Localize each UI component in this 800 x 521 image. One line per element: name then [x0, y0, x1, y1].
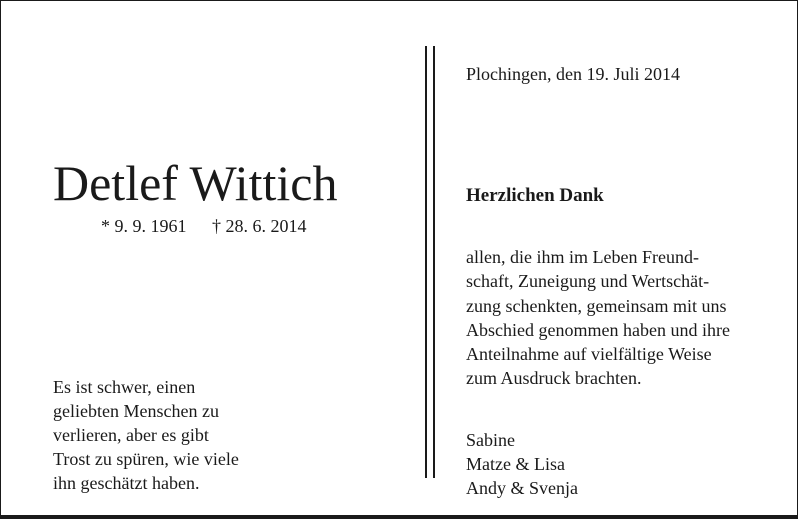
signers: [466, 428, 578, 500]
death-date: † 28. 6. 2014: [212, 216, 307, 236]
poem: [53, 375, 239, 495]
signer: Sabine: [466, 430, 515, 450]
thanks-message: [466, 245, 730, 391]
message-line: Abschied genommen haben und ihre: [466, 319, 730, 340]
place-and-date: Plochingen, den 19. Juli 2014: [466, 64, 680, 84]
signer: Matze & Lisa: [466, 454, 565, 474]
deceased-name: Detlef Wittich: [53, 155, 338, 211]
vertical-divider-left: [425, 46, 427, 478]
message-line: schaft, Zuneigung und Wertschät-: [466, 271, 710, 292]
message-line: zung schenkten, gemeinsam mit uns: [466, 295, 727, 316]
signer: Andy & Svenja: [466, 478, 578, 498]
poem-line: ihn geschätzt haben.: [53, 473, 200, 493]
vertical-divider-right: [433, 46, 435, 478]
message-line: Anteilnahme auf vielfältige Weise: [466, 344, 712, 365]
poem-line: Trost zu spüren, wie viele: [53, 449, 239, 469]
message-line: allen, die ihm im Leben Freund-: [466, 247, 699, 267]
message-line: zum Ausdruck brachten.: [466, 368, 642, 389]
birth-date: * 9. 9. 1961: [101, 216, 187, 236]
thanks-heading: Herzlichen Dank: [466, 185, 604, 206]
poem-line: geliebten Menschen zu: [53, 401, 219, 421]
poem-line: Es ist schwer, einen: [53, 377, 196, 397]
poem-line: verlieren, aber es gibt: [53, 425, 209, 445]
